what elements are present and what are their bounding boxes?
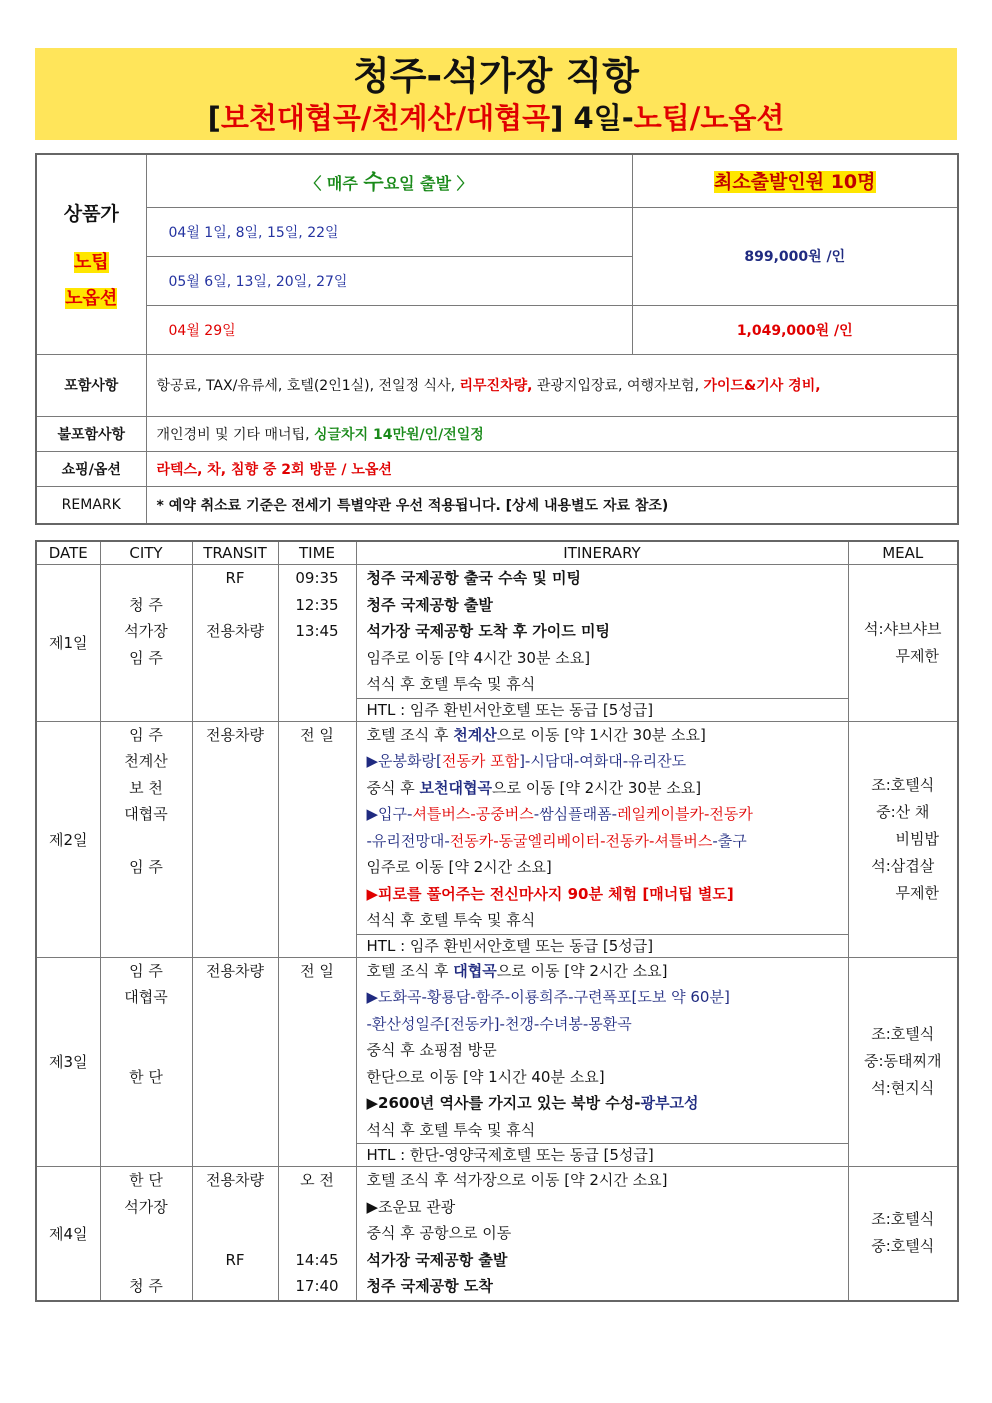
transit-line: 전용차량 (206, 961, 264, 980)
city-line: 석가장 (124, 622, 168, 640)
city-line: 천계산 (124, 752, 168, 770)
min-people-cell (632, 154, 958, 207)
itinerary-line (357, 801, 848, 828)
hotel-line: HTL : 임주 환빈서안호텔 또는 동급 [5성급] (357, 934, 848, 957)
itinerary-line: 청주 국제공항 도착 (366, 1277, 493, 1295)
meal-line: 석:샤브샤브 (863, 619, 942, 638)
itinerary-line: 청주 국제공항 출발 (366, 595, 493, 614)
text-highlight: 셔틀버스-공중버스 (412, 805, 534, 823)
text-part: ▶2600년 역사를 가지고 있는 북방 수성- (366, 1094, 641, 1112)
transit-line (193, 1220, 278, 1247)
includes-text (146, 354, 958, 416)
time-line: 17:40 (295, 1277, 339, 1295)
day4-time (278, 1167, 356, 1301)
date-row-peak: 04월 29일 (146, 305, 632, 354)
time-line: 전 일 (300, 725, 334, 744)
transit-line: 전용차량 (206, 725, 264, 744)
text-highlight: 전동카-동굴엘리베이터-전동카-셔틀버스 (449, 831, 713, 850)
day2-label: 제2일 (36, 721, 100, 957)
excludes-a: 개인경비 및 기타 매너팁, (156, 426, 314, 443)
text-highlight: 레일케이블카-전동카 (617, 805, 753, 823)
day1-time (278, 565, 356, 722)
text-part: 으로 이동 [약 2시간 소요] (496, 961, 668, 980)
shopping-label: 쇼핑/옵션 (36, 451, 146, 486)
city-line: 석가장 (124, 1197, 168, 1216)
day4-row (36, 1167, 958, 1301)
itinerary-line: 청주 국제공항 출국 수속 및 미팅 (366, 569, 581, 587)
city-line (101, 1220, 192, 1247)
city-line: 임 주 (129, 725, 163, 744)
time-line: 오 전 (300, 1171, 334, 1189)
header-city: CITY (100, 541, 192, 565)
meal-line: 중:산 채 (876, 802, 930, 821)
nooption-tag: 노옵션 (65, 287, 118, 309)
city-line: 보 천 (129, 778, 163, 797)
remark-text: * 예약 취소료 기준은 전세기 특별약관 우선 적용됩니다. [상세 내용별도 자료 참조) (146, 486, 958, 524)
departure-note (146, 154, 632, 207)
header-date: DATE (36, 541, 100, 565)
city-line: 대협곡 (124, 988, 168, 1006)
shopping-text: 라텍스, 차, 침향 중 2회 방문 / 노옵션 (146, 451, 958, 486)
itinerary-line: 석가장 국제공항 출발 (366, 1250, 508, 1269)
header-itinerary: ITINERARY (356, 541, 848, 565)
departure-post: 요일 출발 〉 (383, 173, 473, 193)
itinerary-line: 임주로 이동 [약 2시간 소요] (366, 858, 552, 876)
excludes-label: 불포함사항 (36, 416, 146, 451)
includes-label: 포함사항 (36, 354, 146, 416)
itinerary-line (357, 775, 848, 802)
includes-a: 항공료, TAX/유류세, 호텔(2인1실), 전일정 식사, (156, 378, 460, 394)
day2-city (100, 721, 192, 957)
text-part: -쌈심플래폼- (533, 805, 618, 823)
price-label: 상품가 (63, 202, 119, 225)
text-part: ▶운봉화랑[ (366, 752, 442, 770)
day1-transit (192, 565, 278, 722)
includes-limo: 리무진차량, (459, 378, 533, 394)
city-line: 청 주 (129, 1277, 163, 1295)
day4-transit (192, 1167, 278, 1301)
day4-label: 제4일 (36, 1167, 100, 1301)
title-banner (35, 48, 957, 140)
city-line: 한 단 (129, 1067, 163, 1086)
itinerary-line: 중식 후 공항으로 이동 (366, 1224, 512, 1242)
text-part: -유리전망대- (366, 831, 450, 850)
notip-tag: 노팁 (73, 251, 109, 273)
city-line: 대협곡 (124, 805, 168, 823)
header-time: TIME (278, 541, 356, 565)
day1-meal (848, 565, 958, 722)
day1-label: 제1일 (36, 565, 100, 722)
meal-line: 비빔밥 (895, 829, 939, 848)
price-table (35, 153, 959, 525)
includes-c: 관광지입장료, 여행자보험, (532, 378, 704, 394)
meal-line: 조:호텔식 (871, 1025, 935, 1044)
time-line: 전 일 (300, 961, 334, 980)
subtitle-notip: 노팁/노옵션 (633, 101, 785, 135)
transit-line: 전용차량 (206, 622, 264, 640)
subtitle-bracket: [ (207, 101, 221, 135)
day3-time (278, 957, 356, 1167)
itinerary-table (35, 540, 959, 1302)
city-line: 임 주 (129, 858, 163, 876)
itinerary-line: 석식 후 호텔 투숙 및 휴식 (366, 911, 536, 929)
day1-itinerary (356, 565, 848, 722)
transit-line (193, 1194, 278, 1221)
day2-time (278, 721, 356, 957)
departure-day: 수 (363, 169, 384, 194)
hotel-line: HTL : 한단-영양국제호텔 또는 동급 [5성급] (357, 1143, 848, 1166)
itinerary-line (357, 1090, 848, 1117)
day3-row (36, 957, 958, 1167)
date-row-may: 05월 6일, 13일, 20일, 27일 (146, 256, 632, 305)
itinerary-line: 한단으로 이동 [약 1시간 40분 소요] (366, 1067, 605, 1086)
page-subtitle (35, 100, 957, 136)
time-line (279, 1220, 356, 1247)
includes-guide: 가이드&기사 경비, (703, 378, 821, 394)
time-line: 14:45 (295, 1250, 339, 1269)
city-line: 청 주 (129, 595, 163, 614)
day2-transit (192, 721, 278, 957)
day3-city (100, 957, 192, 1167)
meal-line: 석:현지식 (871, 1079, 935, 1098)
itinerary-line (357, 748, 848, 775)
text-highlight: 천계산 (453, 725, 497, 744)
day4-itinerary (356, 1167, 848, 1301)
day2-meal (848, 721, 958, 957)
itinerary-line: ▶피로를 풀어주는 전신마사지 90분 체험 [매너팁 별도] (366, 884, 734, 903)
day3-transit (192, 957, 278, 1167)
text-part: ▶입구- (366, 805, 413, 823)
day1-city (100, 565, 192, 722)
text-highlight: 대협곡 (453, 961, 497, 980)
text-highlight: 광부고성 (640, 1094, 699, 1112)
departure-pre: 〈 매주 (305, 173, 364, 193)
page-title: 청주-석가장 직항 (353, 54, 639, 98)
time-line: 12:35 (295, 595, 339, 614)
day3-meal (848, 957, 958, 1167)
day4-city (100, 1167, 192, 1301)
meal-line: 석:삼겹살 (871, 856, 935, 875)
city-line: 임 주 (129, 961, 163, 980)
min-people: 최소출발인원 10명 (713, 171, 876, 194)
day1-row (36, 565, 958, 722)
price-main: 899,000원 /인 (632, 207, 958, 305)
itinerary-line: 중식 후 쇼핑점 방문 (366, 1041, 497, 1059)
meal-line: 조:호텔식 (871, 1210, 935, 1229)
transit-line (193, 1273, 278, 1300)
itinerary-line (357, 958, 848, 985)
text-part: -출구 (712, 831, 747, 850)
city-line: 임 주 (129, 648, 163, 667)
text-part: 호텔 조식 후 (366, 961, 454, 980)
hotel-line: HTL : 임주 환빈서안호텔 또는 동급 [5성급] (357, 698, 848, 721)
excludes-single: 싱글차지 14만원/인/전일정 (314, 426, 484, 443)
subtitle-destinations: 보천대협곡/천계산/대협곡 (220, 101, 551, 135)
text-highlight: 전동카 포함 (441, 752, 520, 770)
city-line (101, 1011, 192, 1038)
itinerary-line: 임주로 이동 [약 4시간 30분 소요] (366, 648, 591, 667)
transit-line: 전용차량 (206, 1171, 264, 1189)
day2-itinerary (356, 721, 848, 957)
city-line (101, 828, 192, 855)
city-line (101, 565, 192, 592)
text-part: 으로 이동 [약 1시간 30분 소요] (496, 725, 706, 744)
meal-line: 무제한 (895, 646, 939, 665)
meal-line: 중:동태찌개 (863, 1052, 942, 1071)
city-line (101, 1037, 192, 1064)
time-line: 13:45 (295, 622, 339, 640)
time-line (279, 1194, 356, 1221)
text-highlight: 보천대협곡 (419, 778, 492, 797)
meal-line: 무제한 (895, 883, 939, 902)
transit-line: RF (225, 1250, 245, 1269)
text-part: 호텔 조식 후 (366, 725, 454, 744)
day3-itinerary (356, 957, 848, 1167)
itinerary-line: 석식 후 호텔 투숙 및 휴식 (366, 1120, 536, 1139)
itinerary-line: ▶조운묘 관광 (366, 1197, 456, 1216)
subtitle-duration: ] 4일- (550, 101, 634, 135)
text-part: ]-시담대-여화대-유리잔도 (519, 752, 687, 770)
text-part: 으로 이동 [약 2시간 30분 소요] (491, 778, 702, 797)
day4-meal (848, 1167, 958, 1301)
city-line: 한 단 (129, 1171, 163, 1189)
itinerary-line (357, 828, 848, 855)
price-label-cell (36, 154, 146, 354)
header-transit: TRANSIT (192, 541, 278, 565)
itinerary-line: 석식 후 호텔 투숙 및 휴식 (366, 675, 536, 693)
transit-line: RF (225, 569, 245, 587)
day3-label: 제3일 (36, 957, 100, 1167)
itinerary-line: ▶도화곡-황룡담-함주-이룡희주-구련폭포[도보 약 60분] (366, 988, 730, 1006)
itinerary-line: 석가장 국제공항 도착 후 가이드 미팅 (366, 622, 610, 640)
meal-line: 중:호텔식 (871, 1237, 935, 1256)
date-row-april: 04월 1일, 8일, 15일, 22일 (146, 207, 632, 256)
time-line: 09:35 (295, 569, 339, 587)
price-peak: 1,049,000원 /인 (632, 305, 958, 354)
excludes-text (146, 416, 958, 451)
itinerary-line: 호텔 조식 후 석가장으로 이동 [약 2시간 소요] (366, 1171, 668, 1189)
itinerary-line: -환산성일주[전동카]-천갱-수녀봉-몽환곡 (366, 1014, 632, 1033)
meal-line: 조:호텔식 (871, 775, 935, 794)
day2-row (36, 721, 958, 957)
itinerary-line (357, 722, 848, 749)
header-meal: MEAL (848, 541, 958, 565)
text-part: 중식 후 (366, 778, 420, 797)
remark-label: REMARK (36, 486, 146, 524)
city-line (101, 1247, 192, 1274)
transit-line (193, 592, 278, 619)
